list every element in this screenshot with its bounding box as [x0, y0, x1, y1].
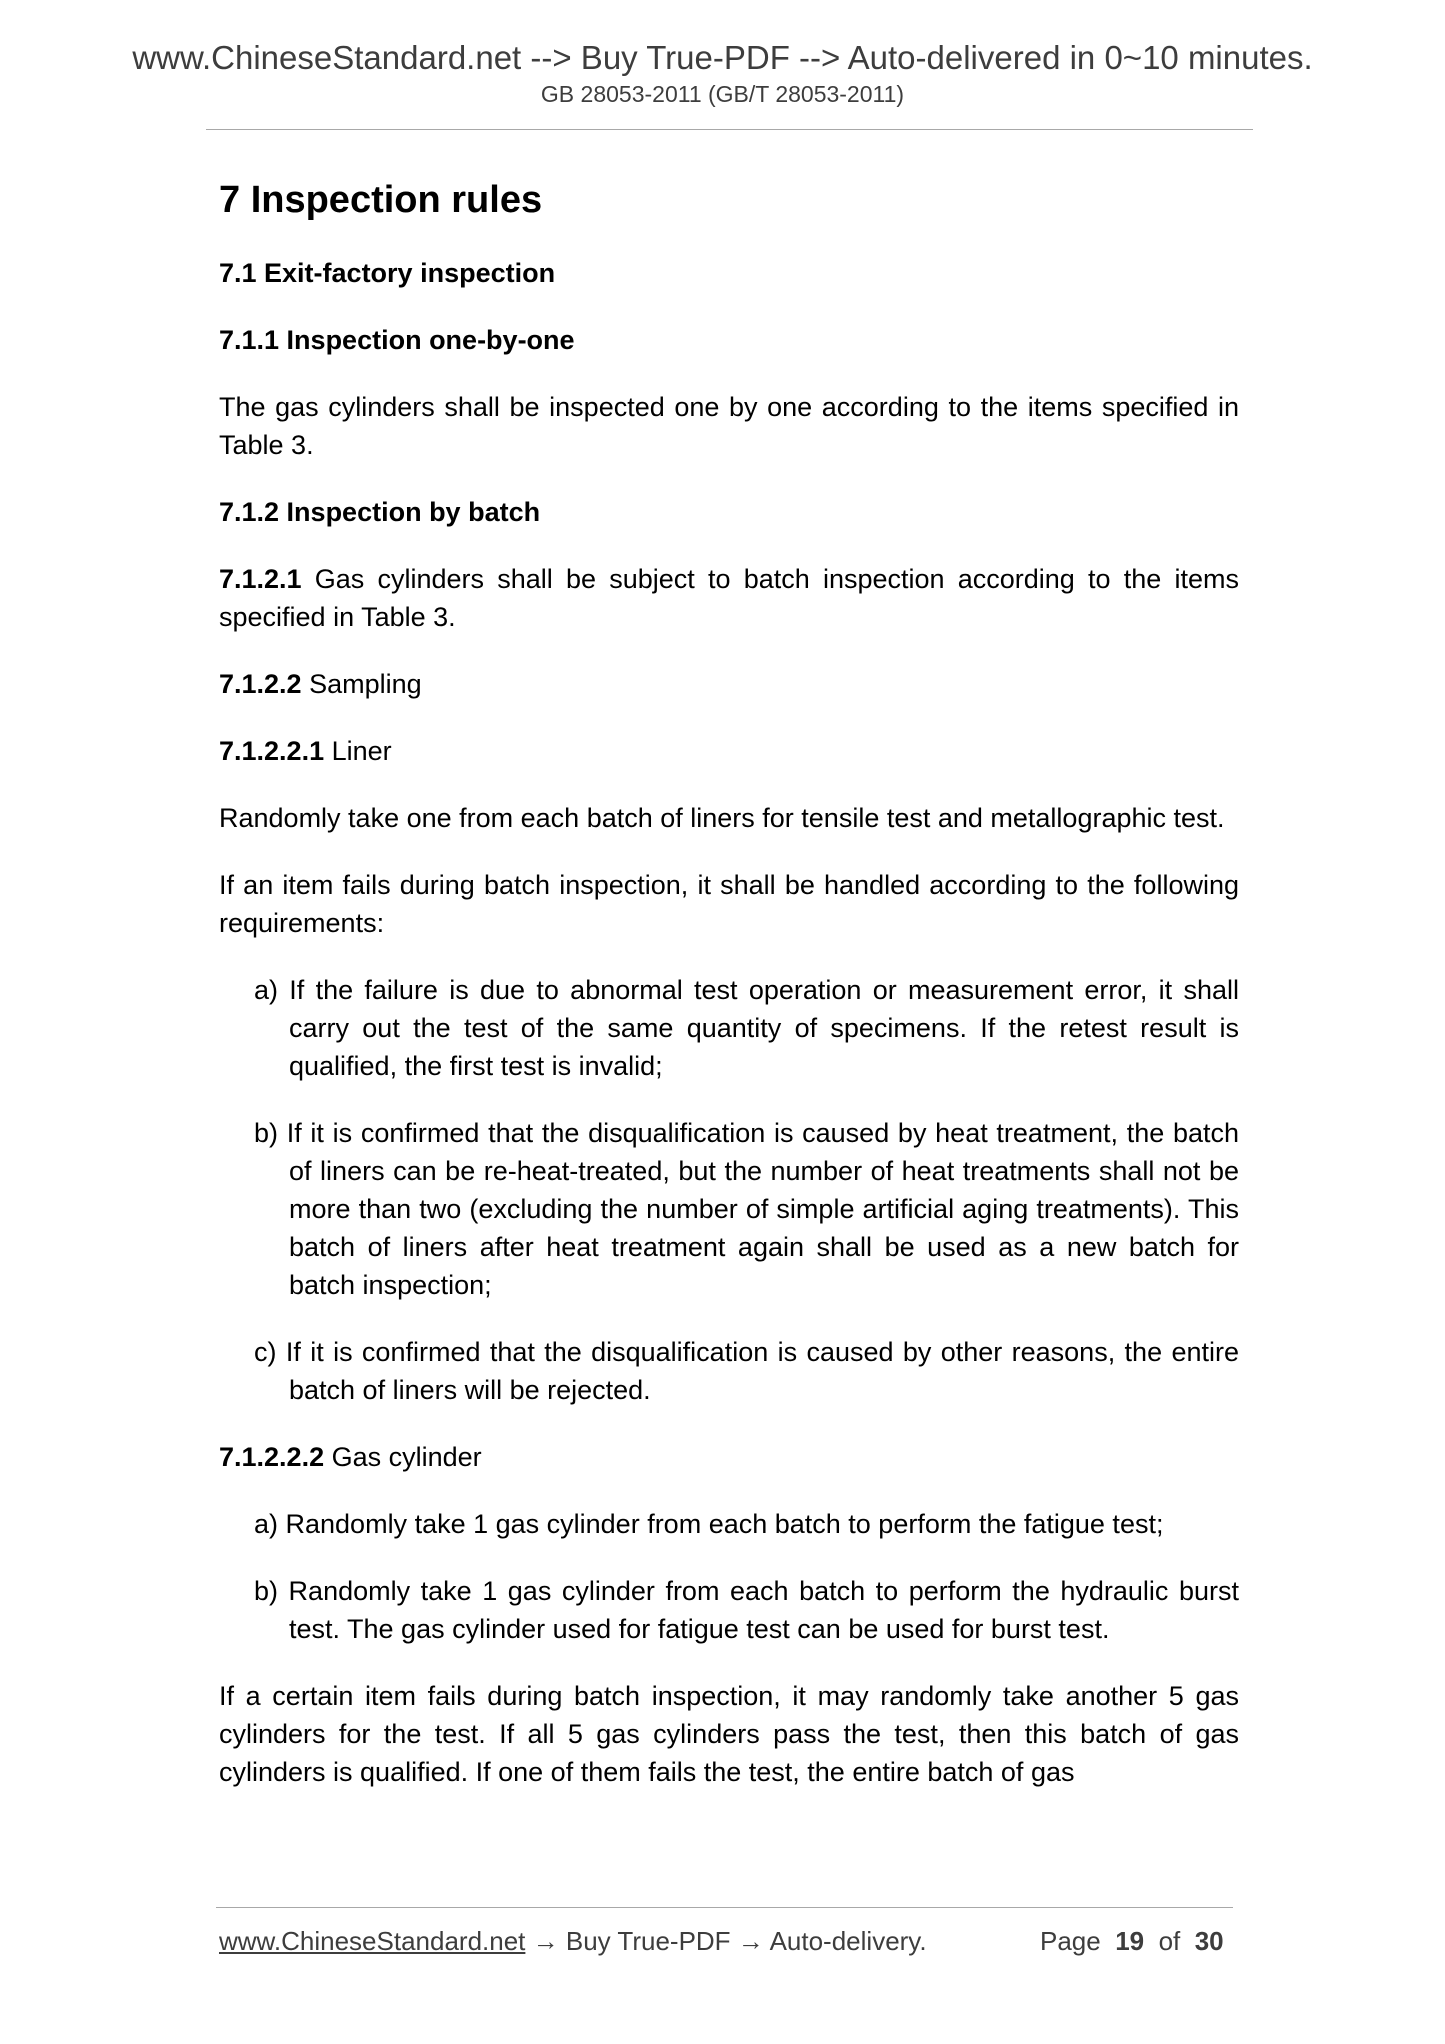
document-code: GB 28053-2011 (GB/T 28053-2011) [540, 81, 905, 107]
heading-7-1-1: 7.1.1 Inspection one-by-one [219, 325, 575, 355]
of-label: of [1158, 1926, 1181, 1956]
list-item: a) If the failure is due to abnormal test operation or measurement error, it shall carry out the test of the same quantity of specimens. If the retest result is qualified, the first test is invalid; [254, 975, 1239, 1081]
heading-7-1: 7.1 Exit-factory inspection [219, 258, 556, 288]
paragraph-one-by-one: The gas cylinders shall be inspected one by one according to the items specified in Table 3. [219, 392, 1239, 460]
clause-number: 7.1.2.2.2 [219, 1442, 325, 1472]
paragraph-7-1-2-2-2 [219, 1438, 1239, 1476]
list-item: a) Randomly take 1 gas cylinder from each batch to perform the fatigue test; [254, 1509, 1164, 1539]
footer-divider [216, 1907, 1233, 1908]
footer-link[interactable]: www.ChineseStandard.net [219, 1926, 526, 1956]
paragraph-failure-handling: If an item fails during batch inspection, it shall be handled according to the following requirements: [219, 870, 1239, 938]
list-item: b) If it is confirmed that the disqualification is caused by heat treatment, the batch of liners can be re-heat-treated, but the number of heat treatments shall not be more than two (excluding the number of simple artificial aging treatments). This batch of liners after heat treatment again shall be used as a new batch for batch inspection; [254, 1118, 1239, 1300]
clause-text: Gas cylinder [324, 1442, 482, 1472]
clause-number: 7.1.2.1 [219, 564, 302, 594]
list-item: c) If it is confirmed that the disqualification is caused by other reasons, the entire batch of liners will be rejected. [254, 1337, 1239, 1405]
page-indicator [1040, 1925, 1224, 1957]
page-total: 30 [1194, 1926, 1224, 1956]
footer-promo-text: → Buy True-PDF → Auto-delivery. [525, 1926, 927, 1956]
clause-number: 7.1.2.2.1 [219, 736, 325, 766]
footer-promo [219, 1925, 927, 1957]
page-label: Page [1040, 1926, 1101, 1956]
paragraph-7-1-2-1 [219, 560, 1239, 636]
clause-text: Liner [324, 736, 392, 766]
header-divider [206, 129, 1253, 130]
paragraph-7-1-2-2 [219, 665, 1239, 703]
paragraph-liner-sampling: Randomly take one from each batch of liners for tensile test and metallographic test. [219, 803, 1225, 833]
clause-text: Gas cylinders shall be subject to batch inspection according to the items specified in Table 3. [219, 564, 1239, 632]
clause-number: 7.1.2.2 [219, 669, 302, 699]
list-item: b) Randomly take 1 gas cylinder from each batch to perform the hydraulic burst test. The gas cylinder used for fatigue test can be used for burst test. [254, 1576, 1239, 1644]
heading-7-1-2: 7.1.2 Inspection by batch [219, 497, 541, 527]
page-number: 19 [1115, 1926, 1145, 1956]
paragraph-7-1-2-2-1 [219, 732, 1239, 770]
section-title: 7 Inspection rules [219, 179, 543, 221]
header-banner: www.ChineseStandard.net --> Buy True-PDF --> Auto-delivered in 0~10 minutes. [132, 39, 1313, 76]
paragraph-retest: If a certain item fails during batch inspection, it may randomly take another 5 gas cylinders for the test. If all 5 gas cylinders pass the test, then this batch of gas cylinders is qualified. If one of them fails the test, the entire batch of gas [219, 1681, 1239, 1787]
document-body [219, 172, 1239, 1791]
clause-text: Sampling [301, 669, 422, 699]
